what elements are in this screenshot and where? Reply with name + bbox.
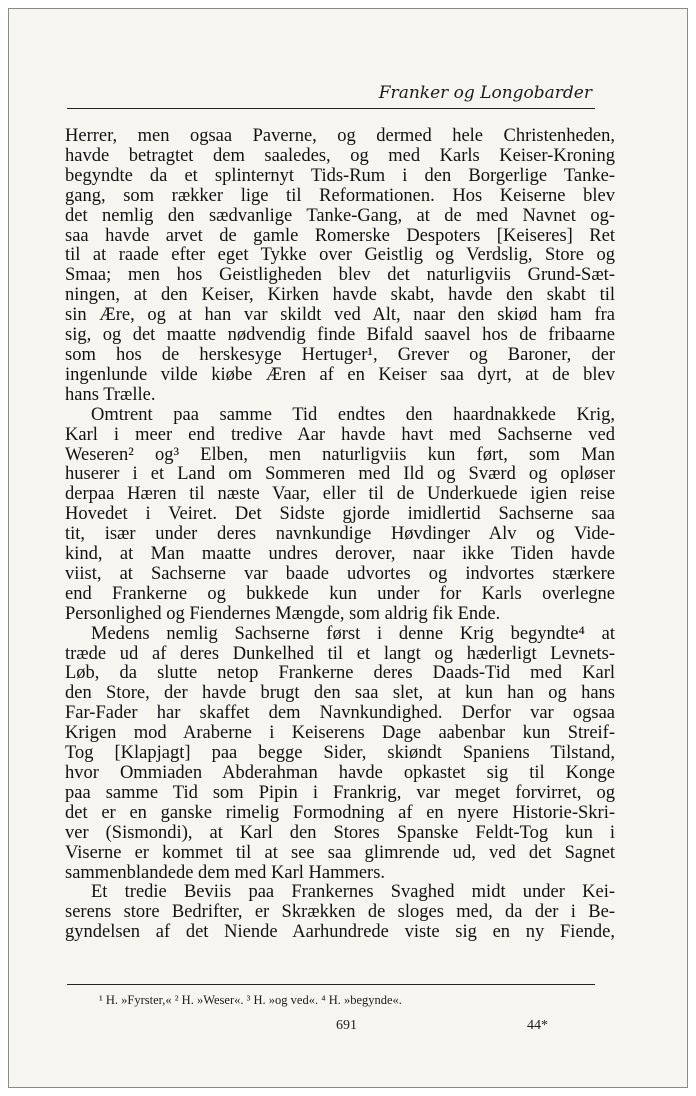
header-rule — [67, 108, 595, 109]
text-line: gang, som rækker lige til Reformationen. Hos Keiserne blev — [65, 185, 615, 206]
text-line: ningen, at den Keiser, Kirken havde skabt, havde den skabt til — [65, 285, 615, 306]
text-line: hans Trælle. — [65, 384, 156, 405]
text-line: sammenblandede dem med Karl Hammers. — [65, 862, 386, 883]
text-line: Personlighed og Fiendernes Mængde, som aldrig fik Ende. — [65, 603, 501, 624]
text-line: Krigen mod Araberne i Keiserens Dage aabenbar kun Streif- — [65, 723, 615, 744]
text-line: sig, og det maatte nødvendig finde Bifald saavel hos de fribaarne — [65, 325, 615, 346]
text-line: hvor Ommiaden Abderahman havde opkastet sig til Konge — [65, 763, 615, 783]
text-line: Smaa; men hos Geistligheden blev det naturligviis Grund-Sæt- — [65, 265, 615, 286]
text-line: Hovedet i Veiret. Det Sidste gjorde imidlertid Sachserne saa — [65, 504, 615, 525]
page-number: 691 — [336, 1018, 357, 1033]
body-text — [65, 127, 615, 943]
book-page — [8, 8, 688, 1088]
text-line: serens store Bedrifter, er Skrækken de sloges med, da der i Be- — [65, 902, 615, 923]
text-line: Karl i meer end tredive Aar havde havt med Sachserne ved — [65, 424, 615, 445]
footnote-rule — [67, 984, 595, 985]
text-line: ver (Sismondi), at Karl den Stores Spanske Feldt-Tog kun i — [65, 822, 615, 843]
text-line: end Frankerne og bukkede kun under for Karls overlegne — [65, 583, 615, 604]
text-line: Far-Fader har skaffet dem Navnkundighed. Derfor var ogsaa — [65, 703, 615, 724]
text-line: Medens nemlig Sachserne først i denne Krig begyndte⁴ at — [91, 623, 615, 644]
running-header: Franker og Longobarder — [378, 83, 592, 103]
text-line: Viserne er kommet til at see saa glimrende ud, ved det Sagnet — [65, 842, 615, 863]
text-line: den Store, der havde brugt den saa slet, at kun han og hans — [65, 683, 615, 704]
text-line: derpaa Hæren til næste Vaar, eller til de Underkuede igien reise — [65, 484, 615, 505]
text-line: som hos de herskesyge Hertuger¹, Grever og Baroner, der — [65, 344, 615, 365]
text-line: Løb, da slutte netop Frankerne deres Daads-Tid med Karl — [65, 663, 615, 684]
text-line: Et tredie Beviis paa Frankernes Svaghed midt under Kei- — [91, 882, 615, 903]
text-line: viist, at Sachserne var baade udvortes og indvortes stærkere — [65, 563, 615, 584]
signature-mark: 44* — [527, 1018, 548, 1033]
text-line: det er en ganske rimelig Formodning af en nyere Historie-Skri- — [65, 802, 615, 823]
footnotes: ¹ H. »Fyrster,« ² H. »Weser«. ³ H. »og ved«. ⁴ H. »begynde«. — [99, 993, 402, 1007]
text-line: Herrer, men ogsaa Paverne, og dermed hele Christenheden, — [65, 126, 615, 146]
text-line: havde betragtet dem saaledes, og med Karls Keiser-Kroning — [65, 145, 615, 166]
text-line: gyndelsen af det Niende Aarhundrede viste sig en ny Fiende, — [65, 922, 615, 943]
text-line: paa samme Tid som Pipin i Frankrig, var meget forvirret, og — [65, 782, 615, 803]
text-line: ingenlunde vilde kiøbe Æren af en Keiser saa dyrt, at de blev — [65, 364, 615, 385]
text-line: til at raade efter eget Tykke over Geistlig og Verdslig, Store og — [65, 245, 615, 266]
text-line: kind, at Man maatte undres derover, naar ikke Tiden havde — [65, 544, 615, 565]
text-line: tit, især under deres navnkundige Høvdinger Alv og Vide- — [65, 524, 615, 545]
text-line: Tog [Klapjagt] paa begge Sider, skiøndt Spaniens Tilstand, — [65, 743, 615, 764]
text-line: det nemlig den sædvanlige Tanke-Gang, at de med Navnet og- — [65, 205, 615, 226]
text-line: træde ud af deres Dunkelhed til et langt og hæderligt Levnets- — [65, 643, 615, 664]
text-line: saa havde arvet de gamle Romerske Despoters [Keiseres] Ret — [65, 225, 615, 246]
text-line: Weseren² og³ Elben, men naturligviis kun ført, som Man — [65, 444, 615, 465]
text-line: huserer i et Land om Sommeren med Ild og Sværd og opløser — [65, 464, 615, 485]
text-line: Omtrent paa samme Tid endtes den haardnakkede Krig, — [91, 404, 615, 425]
text-line: sin Ære, og at han var skildt ved Alt, naar den skiød ham fra — [65, 305, 615, 326]
text-line: begyndte da et splinternyt Tids-Rum i den Borgerlige Tanke- — [65, 165, 615, 186]
